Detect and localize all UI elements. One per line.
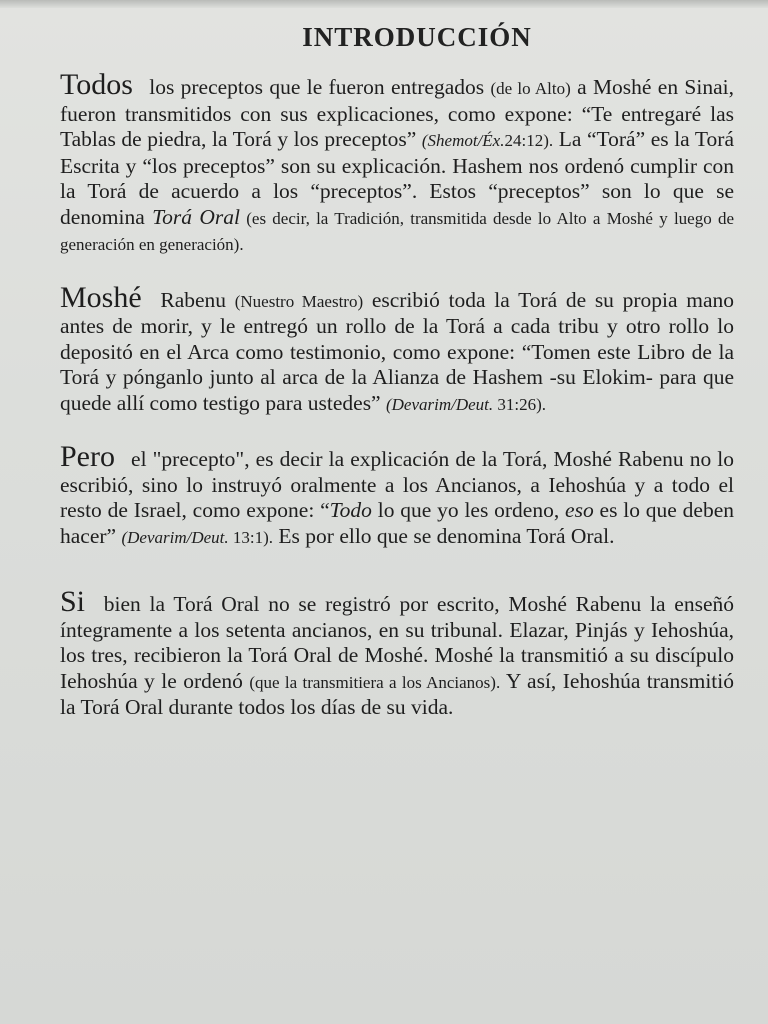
emphasis: Torá Oral [152, 204, 240, 229]
page-title: INTRODUCCIÓN [302, 22, 532, 52]
lead-word: Todos [60, 68, 133, 101]
paragraph-pero: Pero el "precepto", es decir la explicación de la Torá, Moshé Rabenu no lo escribió, sino lo instruyó oralmente a los Ancianos, a Iehoshúa y a todo el resto de Israel, como expone: “Todo lo que yo les ordeno, eso es lo que deben hacer” (Devarim/Deut. 13:1). Es por ello que se denomina Torá Oral. [60, 440, 735, 548]
lead-word: Moshé [60, 280, 142, 314]
reference: (Devarim/Deut. [385, 394, 494, 414]
lead-word: Si [60, 585, 86, 618]
page-top-edge [0, 0, 768, 8]
reference: (Shemot/Éx. [421, 131, 505, 150]
reference: (Devarim/Deut. [121, 527, 229, 547]
paragraph-si: Si bien la Torá Oral no se registró por escrito, Moshé Rabenu la enseñó íntegramente a los setenta ancianos, en su tribunal. Elazar, Pinjás y Iehoshúa, los tres, recibieron la Torá Oral de Moshé. Moshé la transmitió a su discípulo Iehoshúa y le ordenó (que la transmitiera a los Ancianos). Y así, Iehoshúa transmitió la Torá Oral durante todos los días de su vida. [60, 585, 734, 719]
emphasis: Todo [329, 498, 372, 522]
paragraph-moshe: Moshé Rabenu (Nuestro Maestro) escribió toda la Torá de su propia mano antes de morir, y le entregó un rollo de la Torá a cada tribu y otro rollo lo depositó en el Arca como testimonio, como expone: “Tomen este Libro de la Torá y pónganlo junto al arca de la Alianza de Hashem -su Elokim- para que quede allí como testigo para ustedes” (Devarim/Deut. 31:26). [60, 280, 734, 415]
lead-word: Pero [60, 440, 115, 473]
emphasis: eso [565, 498, 594, 522]
paragraph-todos: Todos los preceptos que le fueron entregados (de lo Alto) a Moshé en Sinai, fueron transmitidos con sus explicaciones, como expone: “Te entregaré las Tablas de piedra, la Torá y los preceptos” (Shemot/Éx.24:12). La “Torá” es la Torá Escrita y “los preceptos” son su explicación. Hashem nos ordenó cumplir con la Torá de acuerdo a los “preceptos”. Estos “preceptos” son lo que se denomina Torá Oral (es decir, la Tradición, transmitida desde lo Alto a Moshé y luego de generación en generación). [60, 68, 735, 254]
